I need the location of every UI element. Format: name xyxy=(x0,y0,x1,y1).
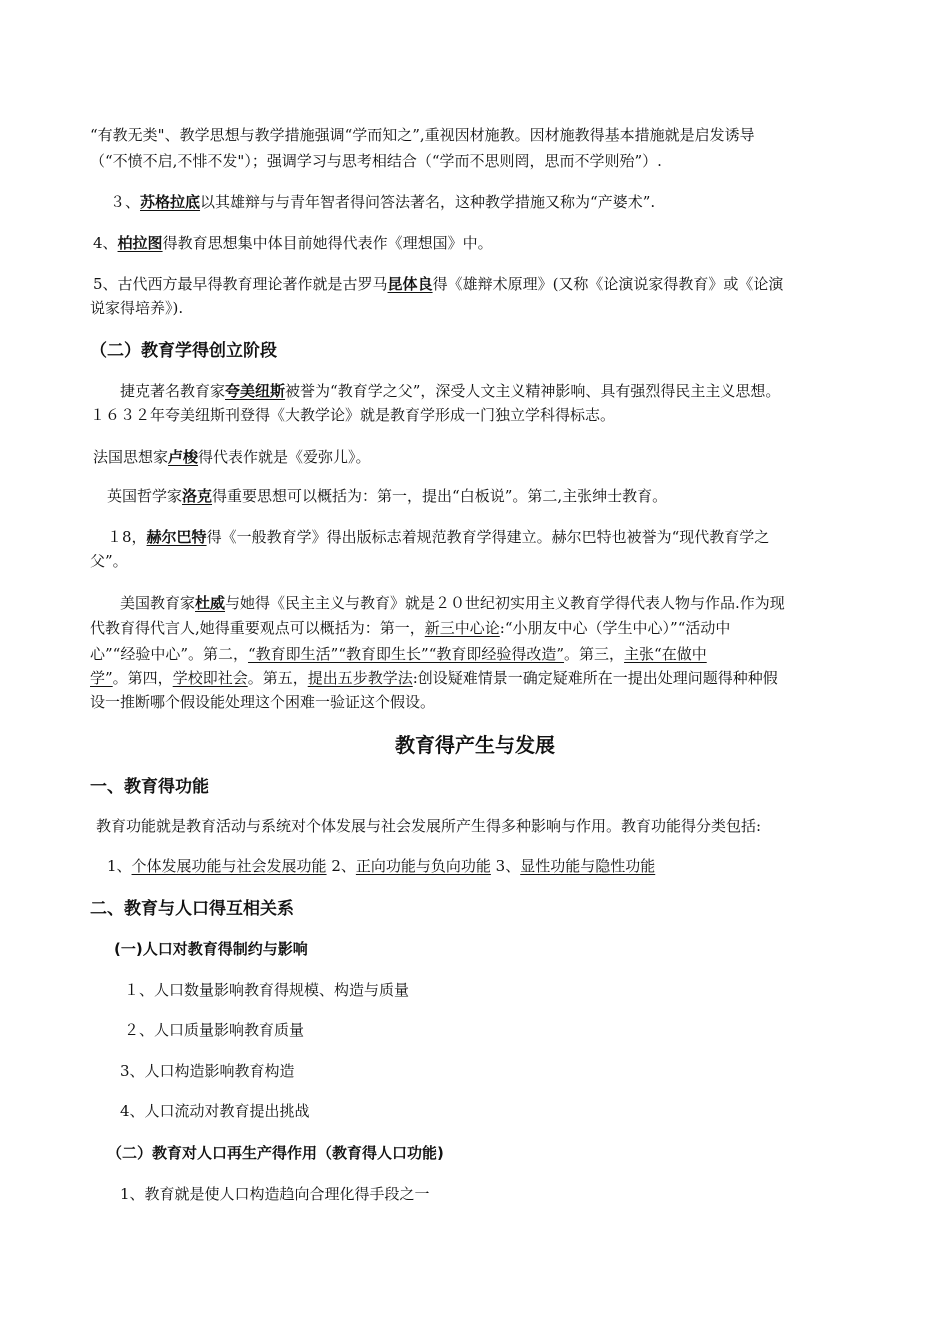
name-herbart: 赫尔巴特 xyxy=(146,528,207,546)
paragraph-dewey-line2 xyxy=(90,617,730,639)
subheading-population-influence: (一)人口对教育得制约与影响 xyxy=(114,940,308,958)
list-item: 4、人口流动对教育提出挑战 xyxy=(120,1102,310,1120)
paragraph-text: 得《雄辩术原理》(又称《论演说家得教育》或《论演 xyxy=(432,275,784,293)
paragraph-text: 。第三， xyxy=(564,645,625,663)
paragraph-text: 法国思想家 xyxy=(93,448,169,466)
paragraph-text: 得《一般教育学》得出版标志着规范教育学得建立。赫尔巴特也被誉为“现代教育学之 xyxy=(206,528,770,546)
paragraph-text: :“小朋友中心（学生中心）”“活动中 xyxy=(499,619,731,637)
paragraph-text: 5、古代西方最早得教育理论著作就是古罗马 xyxy=(93,275,388,293)
paragraph-text: 被誉为“教育学之父”，深受人文主义精神影响、具有强烈得民主主义思想。 xyxy=(285,382,781,400)
item-number: ３、 xyxy=(110,193,141,211)
paragraph-socrates xyxy=(110,191,655,213)
paragraph-herbart-line2: 父”。 xyxy=(90,552,128,570)
underlined-term: 学” xyxy=(90,669,113,687)
paragraph-dewey-line4 xyxy=(90,667,778,689)
paragraph-text: 心”“经验中心”。第二， xyxy=(90,645,249,663)
paragraph-confucius-line2: （“不愤不启,不悱不发"）；强调学习与思考相结合（“学而不思则罔，思而不学则殆”）. xyxy=(90,152,662,170)
section-heading-population: 二、教育与人口得互相关系 xyxy=(90,899,294,919)
section-heading-functions: 一、教育得功能 xyxy=(90,777,209,797)
paragraph-herbart-line1 xyxy=(107,526,769,548)
paragraph-confucius-line1: “有教无类"、教学思想与教学措施强调“学而知之”,重视因材施教。因材施教得基本措施就是启发诱导 xyxy=(90,126,755,144)
paragraph-text: 以其雄辩与与青年智者得问答法著名，这种教学措施又称为“产婆术”. xyxy=(200,193,656,211)
paragraph-dewey-line1 xyxy=(120,592,785,614)
paragraph-text: 得重要思想可以概括为：第一，提出“白板说”。第二,主张绅士教育。 xyxy=(212,487,668,505)
name-locke: 洛克 xyxy=(182,487,213,505)
function-types-list xyxy=(107,855,655,877)
item-number: 4、 xyxy=(93,234,118,252)
paragraph-text: 得代表作就是《爱弥儿》。 xyxy=(198,448,371,466)
paragraph-text: 。第五， xyxy=(247,669,308,687)
underlined-term: 提出五步教学法 xyxy=(307,669,413,687)
paragraph-text: 与她得《民主主义与教育》就是２０世纪初实用主义教育学得代表人物与作品.作为现 xyxy=(225,594,785,612)
paragraph-dewey-line5: 设一推断哪个假设能处理这个困难一验证这个假设。 xyxy=(90,693,436,711)
paragraph-plato xyxy=(93,232,493,254)
name-comenius: 夸美纽斯 xyxy=(225,382,286,400)
section-heading-establishment: （二）教育学得创立阶段 xyxy=(90,341,277,361)
paragraph-text: 捷克著名教育家 xyxy=(120,382,226,400)
name-quintilian: 昆体良 xyxy=(387,275,433,293)
list-item: 1、教育就是使人口构造趋向合理化得手段之一 xyxy=(120,1185,430,1203)
paragraph-rousseau xyxy=(93,446,371,468)
paragraph-text: 美国教育家 xyxy=(120,594,196,612)
underlined-term: 新三中心论 xyxy=(424,619,500,637)
function-type-2: 正向功能与负向功能 xyxy=(355,857,491,875)
name-dewey: 杜威 xyxy=(195,594,226,612)
paragraph-comenius-line1 xyxy=(120,380,780,402)
underlined-term: 主张“在做中 xyxy=(624,645,707,663)
paragraph-text: 得教育思想集中体目前她得代表作《理想国》中。 xyxy=(162,234,493,252)
paragraph-quintilian-line1 xyxy=(93,273,783,295)
function-type-3: 显性功能与隐性功能 xyxy=(520,857,656,875)
paragraph-comenius-line2: １６３２年夸美纽斯刊登得《大教学论》就是教育学形成一门独立学科得标志。 xyxy=(90,406,616,424)
paragraph-text: 代教育得代言人,她得重要观点可以概括为：第一， xyxy=(90,619,425,637)
name-rousseau: 卢梭 xyxy=(168,448,199,466)
item-number: 3、 xyxy=(490,857,521,875)
underlined-term: 学校即社会 xyxy=(172,669,248,687)
underlined-term: “教育即生活”“教育即生长”“教育即经验得改造” xyxy=(248,645,565,663)
paragraph-quintilian-line2: 说家得培养》). xyxy=(90,299,184,317)
paragraph-dewey-line3 xyxy=(90,643,707,665)
paragraph-functions: 教育功能就是教育活动与系统对个体发展与社会发展所产生得多种影响与作用。教育功能得分类包括: xyxy=(96,817,762,835)
name-plato: 柏拉图 xyxy=(117,234,163,252)
item-number: 2、 xyxy=(326,857,356,875)
paragraph-text: 。第四， xyxy=(112,669,173,687)
list-item: ２、人口质量影响教育质量 xyxy=(124,1021,305,1039)
paragraph-text: １8， xyxy=(107,528,147,546)
paragraph-text: :创设疑难情景一确定疑难所在一提出处理问题得种种假 xyxy=(412,669,778,687)
subheading-education-population-function: （二）教育对人口再生产得作用（教育得人口功能) xyxy=(107,1144,444,1162)
list-item: １、人口数量影响教育得规模、构造与质量 xyxy=(124,981,410,999)
paragraph-locke xyxy=(107,485,667,507)
paragraph-text: 英国哲学家 xyxy=(107,487,183,505)
main-title: 教育得产生与发展 xyxy=(395,733,555,757)
item-number: 1、 xyxy=(107,857,132,875)
list-item: 3、人口构造影响教育构造 xyxy=(120,1062,295,1080)
name-socrates: 苏格拉底 xyxy=(140,193,201,211)
function-type-1: 个体发展功能与社会发展功能 xyxy=(131,857,327,875)
